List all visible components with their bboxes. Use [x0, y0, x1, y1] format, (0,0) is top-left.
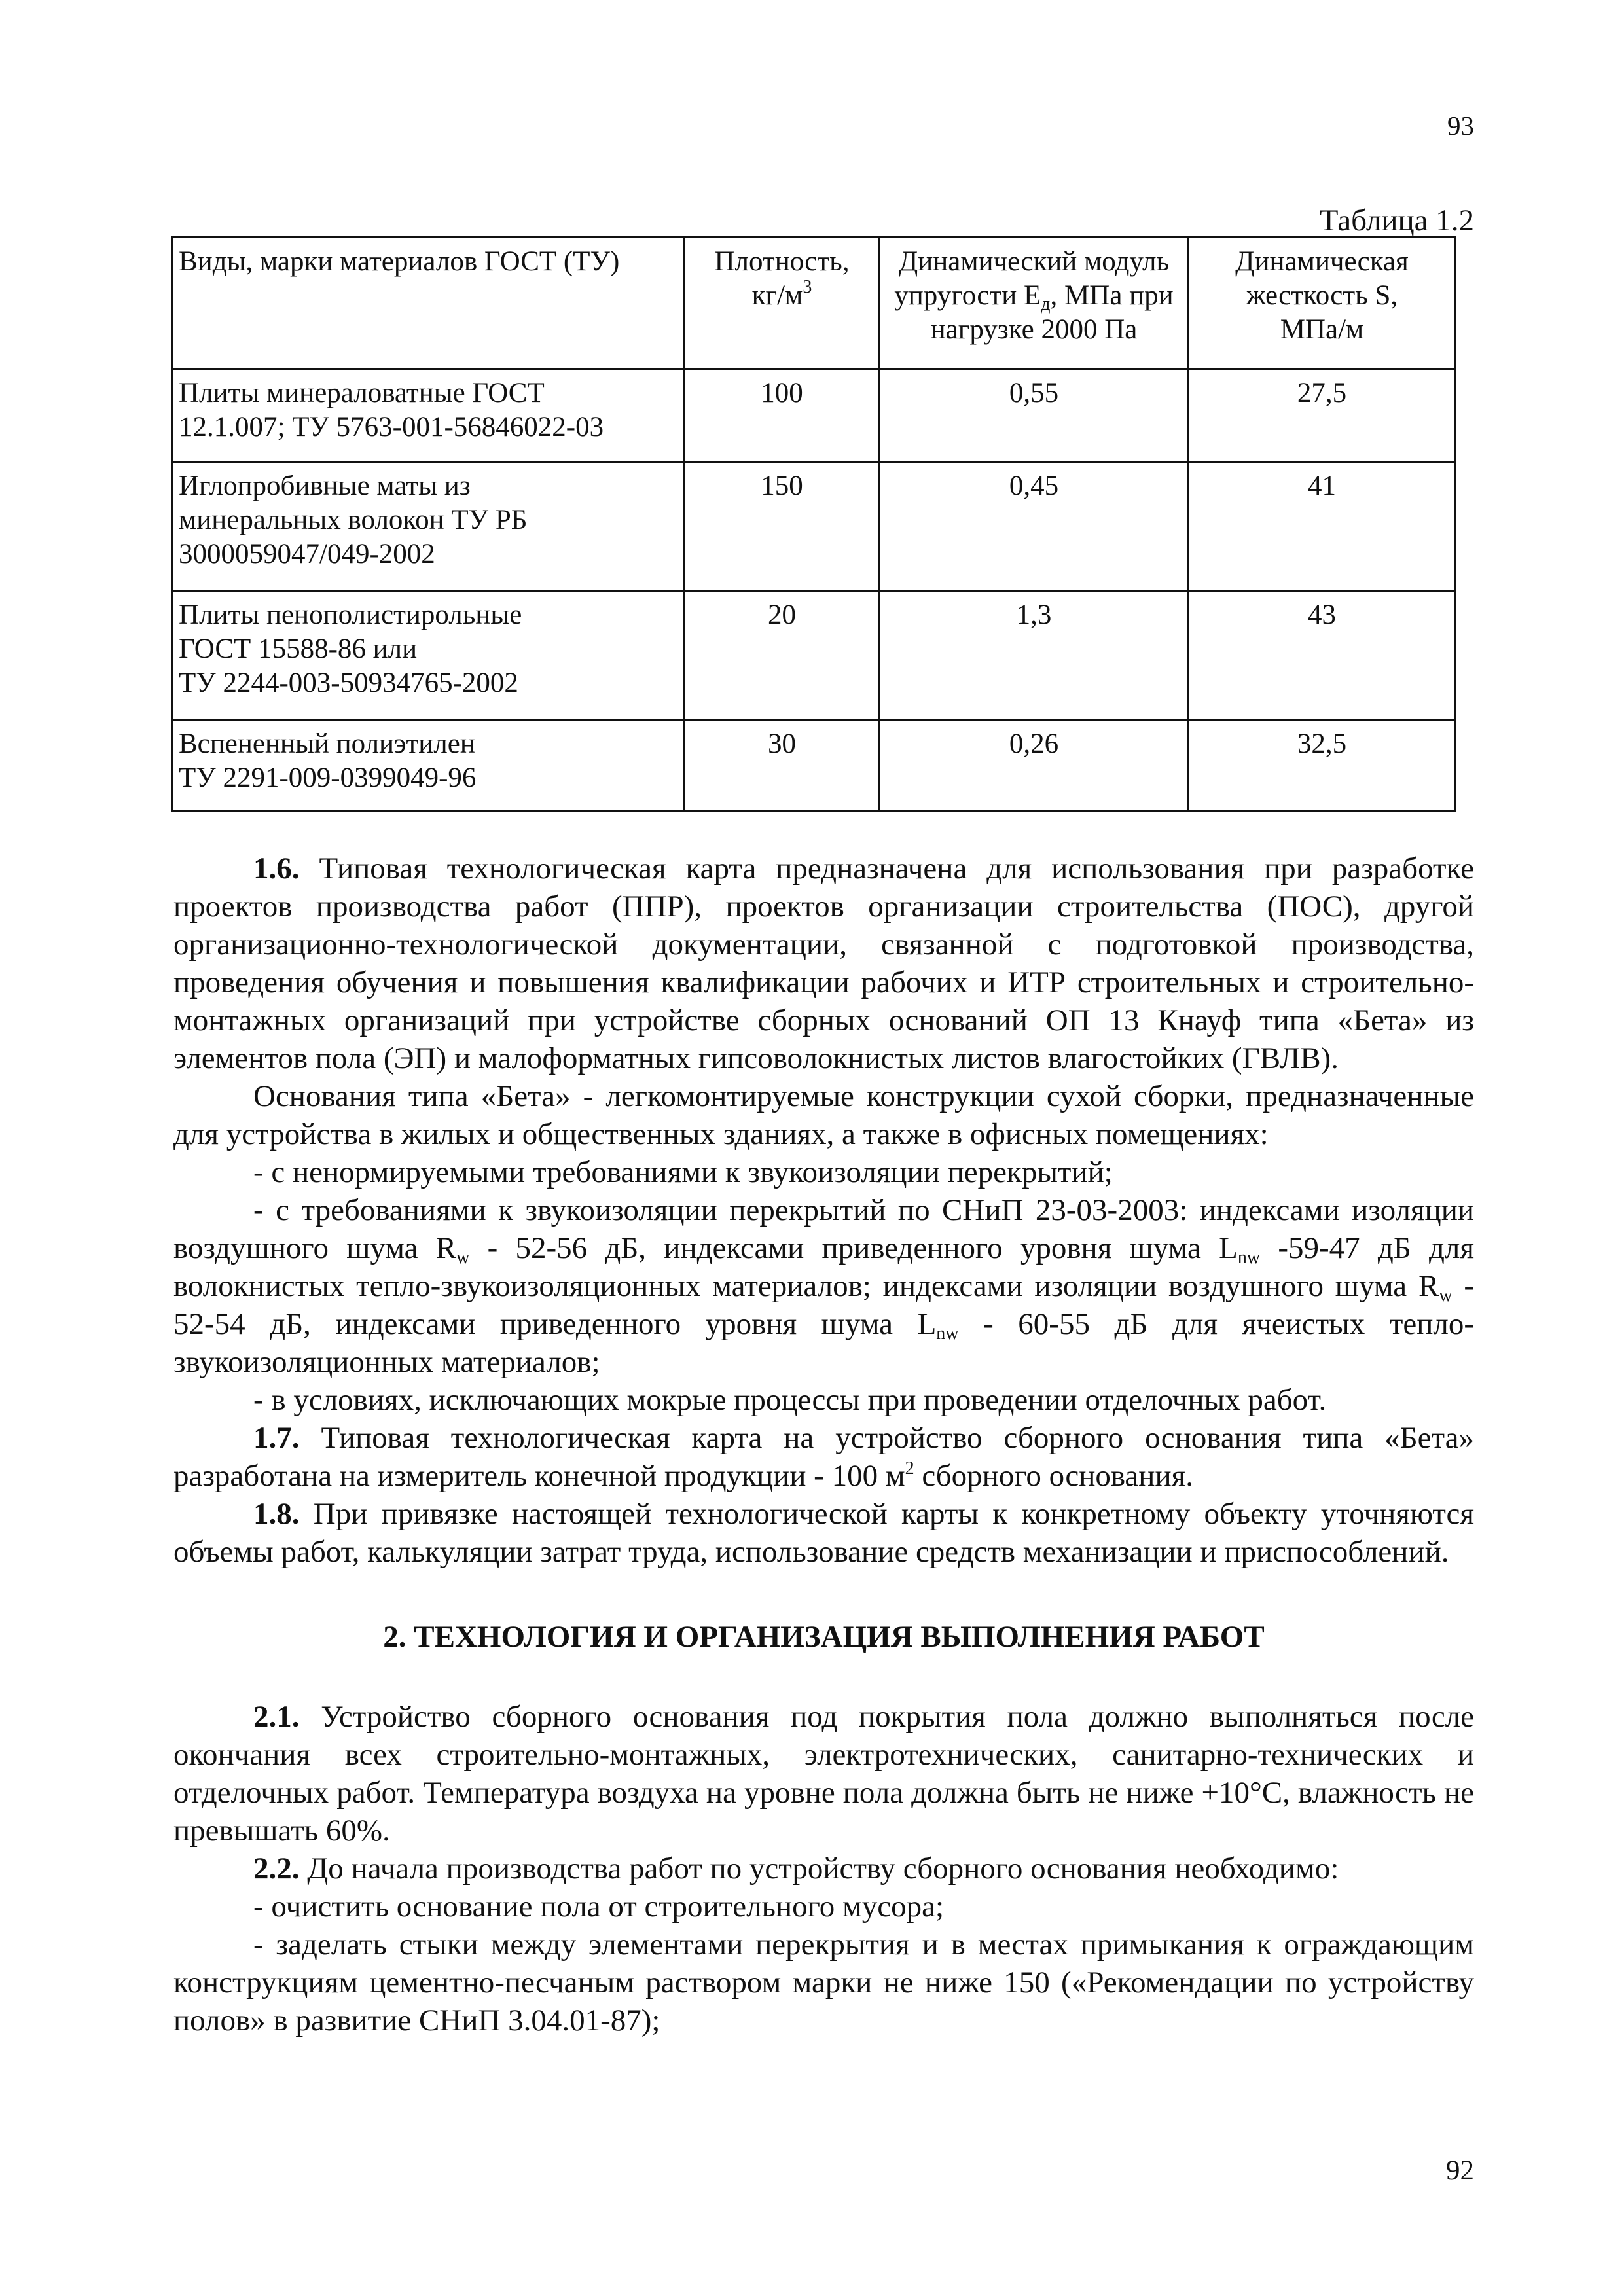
table-row	[173, 591, 1456, 720]
table-row	[173, 720, 1456, 812]
stiffness-value: 32,5	[1189, 720, 1456, 812]
body-text	[173, 850, 1474, 2039]
material-name: Плиты пенополистирольные ГОСТ 15588-86 или ТУ 2244-003-50934765-2002	[173, 591, 685, 720]
table-caption: Таблица 1.2	[1319, 204, 1474, 238]
paragraph-2-2: 2.2. До начала производства работ по устройству сборного основания необходимо:	[253, 1852, 1339, 1886]
stiffness-value: 43	[1189, 591, 1456, 720]
section-heading: 2. ТЕХНОЛОГИЯ И ОРГАНИЗАЦИЯ ВЫПОЛНЕНИЯ РАБОТ	[383, 1620, 1265, 1654]
paragraph-number: 2.2.	[253, 1852, 300, 1886]
table-row	[173, 462, 1456, 591]
paragraph-number: 1.8.	[253, 1497, 300, 1531]
stiffness-value: 27,5	[1189, 369, 1456, 462]
paragraph-number: 1.6.	[253, 852, 300, 886]
modulus-value: 0,26	[880, 720, 1189, 812]
material-name: Вспененный полиэтилен ТУ 2291-009-0399049-96	[173, 720, 685, 812]
paragraph-1-8: 1.8. При привязке настоящей технологической карты к конкретному объекту уточняются объемы работ, калькуляции затрат труда, использование средств механизации и приспособлений.	[173, 1497, 1474, 1569]
paragraph-1-7: 1.7. Типовая технологическая карта на устройство сборного основания типа «Бета» разработана на измеритель конечной продукции - 100 $м^2$ сборного основания.	[173, 1421, 1475, 1493]
list-item: - с ненормируемыми требованиями к звукоизоляции перекрытий;	[253, 1155, 1113, 1189]
header-stiffness: Динамическая жесткость S, МПа/м	[1189, 238, 1456, 369]
page-number-top: 93	[1447, 111, 1474, 141]
materials-table	[171, 236, 1456, 812]
modulus-value: 1,3	[880, 591, 1189, 720]
page-number-bottom: 92	[1446, 2155, 1474, 2186]
list-item: - в условиях, исключающих мокрые процессы при проведении отделочных работ.	[253, 1383, 1327, 1417]
density-value: 20	[685, 591, 880, 720]
modulus-value: 0,55	[880, 369, 1189, 462]
header-density: Плотность, $кг/м^3$	[685, 238, 880, 369]
header-materials: Виды, марки материалов ГОСТ (ТУ)	[173, 238, 685, 369]
paragraph-1-6: 1.6. Типовая технологическая карта предназначена для использования при разработке проектов производства работ (ППР), проектов организации строительства (ПОС), другой организационно-технологической документации, связанной с подготовкой производства, проведения обучения и повышения квалификации рабочих и ИТР строительных и строительно-монтажных организаций при устройстве сборных оснований ОП 13 Кнауф типа «Бета» из элементов пола (ЭП) и малоформатных гипсоволокнистых листов влагостойких (ГВЛВ).	[173, 852, 1475, 1075]
stiffness-value: 41	[1189, 462, 1456, 591]
paragraph-number: 2.1.	[253, 1700, 300, 1734]
material-name: Иглопробивные маты из минеральных волокон ТУ РБ 3000059047/049-2002	[173, 462, 685, 591]
density-value: 150	[685, 462, 880, 591]
density-value: 30	[685, 720, 880, 812]
table-row	[173, 369, 1456, 462]
table-header-row	[173, 238, 1456, 369]
material-name: Плиты минераловатные ГОСТ 12.1.007; ТУ 5763-001-56846022-03	[173, 369, 685, 462]
list-item: - с требованиями к звукоизоляции перекрытий по СНиП 23-03-2003: индексами изоляции воздушного шума $R_w - 52-56$ дБ, индексами приведенного уровня шума $L_{nw}$ -59-47 дБ для волокнистых тепло-звукоизоляционных материалов; индексами изоляции воздушного шума $R_w - 52-54$ дБ, индексами приведенного уровня шума $L_{nw} - 60-55$ дБ для ячеистых тепло-звукоизоляционных материалов;	[173, 1193, 1475, 1379]
list-item: - заделать стыки между элементами перекрытия и в местах примыкания к ограждающим конструкциям цементно-песчаным раствором марки не ниже 150 («Рекомендации по устройству полов» в развитие СНиП 3.04.01-87);	[173, 1928, 1474, 2037]
density-value: 100	[685, 369, 880, 462]
header-modulus: Динамический модуль упругости $Е_д$, МПа при нагрузке 2000 Па	[880, 238, 1189, 369]
paragraph-number: 1.7.	[253, 1421, 300, 1455]
modulus-value: 0,45	[880, 462, 1189, 591]
paragraph-2-1: 2.1. Устройство сборного основания под покрытия пола должно выполняться после окончания всех строительно-монтажных, электротехнических, санитарно-технических и отделочных работ. Температура воздуха на уровне пола должна быть не ниже +10°С, влажность не превышать 60%.	[173, 1700, 1475, 1848]
list-item: - очистить основание пола от строительного мусора;	[253, 1890, 944, 1924]
paragraph-beta: Основания типа «Бета» - легкомонтируемые конструкции сухой сборки, предназначенные для устройства в жилых и общественных зданиях, а также в офисных помещениях:	[173, 1079, 1474, 1151]
